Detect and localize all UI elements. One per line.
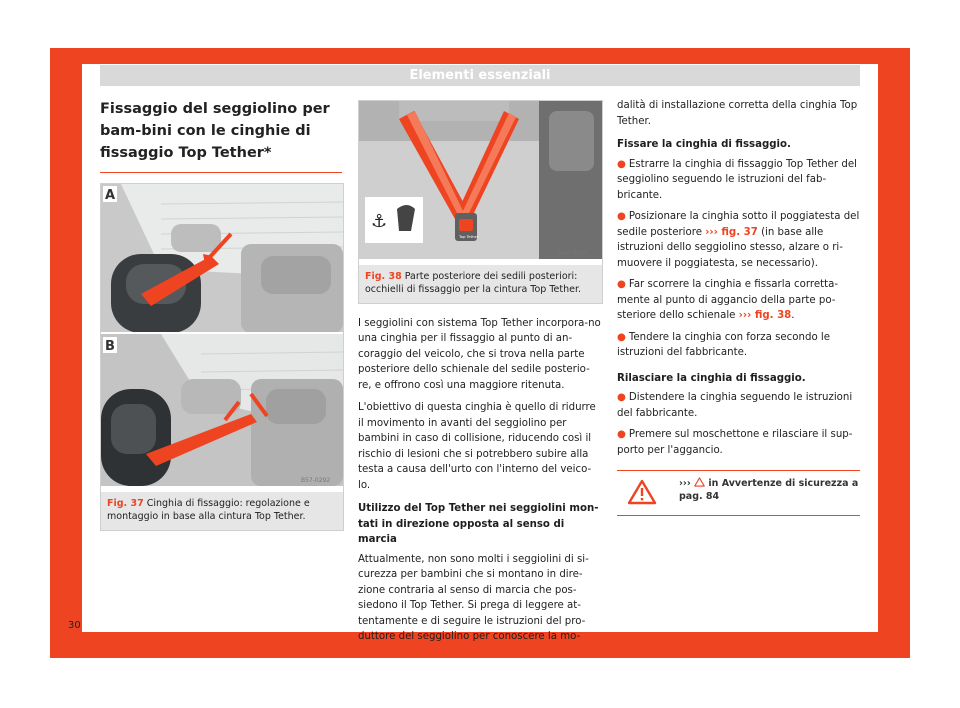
paragraph: I seggiolini con sistema Top Tether incorpora-no una cinghia per il fissaggio al punto di an-coraggio del veicolo, che si trova nella parte posteriore dello schienale del sedile posterio-re, e offrono così una maggiore ritenuta.	[358, 317, 601, 391]
column-left	[100, 98, 342, 531]
fig-38-link[interactable]: ››› fig. 38	[738, 310, 792, 321]
warning-icon	[627, 479, 657, 505]
bullet-icon: ●	[617, 331, 626, 343]
bullet-icon: ●	[617, 211, 626, 222]
list-item: ● Estrarre la cinghia di fissaggio Top Tether del seggiolino seguendo le istruzioni del fab-bricante.	[617, 158, 857, 201]
subheading: Utilizzo del Top Tether nei seggiolini mon-tati in direzione opposta al senso di marcia	[358, 503, 599, 545]
title-rule	[100, 172, 342, 173]
figure-code: B57-0292	[301, 477, 331, 484]
section-header: Elementi essenziali	[100, 65, 860, 86]
figure-38-caption	[359, 265, 602, 303]
list-item: ● Tendere la cinghia con forza secondo le istruzioni del fabbricante.	[617, 331, 831, 358]
bullet-icon: ●	[617, 429, 626, 440]
caption-ref: Fig. 37	[107, 497, 144, 509]
figure-code: B6F-0095	[559, 250, 588, 257]
list-item: ● Distendere la cinghia seguendo le istruzioni del fabbricante.	[617, 392, 853, 419]
bullet-icon: ●	[617, 279, 626, 290]
column-right	[617, 98, 860, 516]
list-item: ● Premere sul moschettone e rilasciare il sup-porto per l'aggancio.	[617, 429, 853, 456]
caption-text: Cinghia di fissaggio: regolazione e montaggio in base alla cintura Top Tether.	[107, 497, 310, 522]
list-item: ● Posizionare la cinghia sotto il poggiatesta del sedile posteriore ››› fig. 37 (in base alle istruzioni dello seggiolino stesso, alzare o ri-muovere il poggiatesta, se necessario).	[617, 211, 860, 269]
figure-37	[100, 183, 344, 531]
caption-text: Parte posteriore dei sedili posteriori: occhielli di fissaggio per la cintura Top Tether.	[365, 270, 582, 295]
list-item: ● Far scorrere la cinghia e fissarla corretta-mente al punto di aggancio della parte po-steriore dello schienale ››› fig. 38.	[617, 279, 839, 321]
subheading: Rilasciare la cinghia di fissaggio.	[617, 372, 806, 384]
page-number: 30	[68, 620, 81, 631]
caption-ref: Fig. 38	[365, 270, 402, 282]
figure-37-illustration	[101, 184, 343, 486]
column-middle	[358, 100, 601, 652]
bullet-icon: ●	[617, 392, 626, 403]
bullet-icon: ●	[617, 158, 626, 170]
figure-37-caption	[101, 492, 343, 530]
fig-37-link[interactable]: ››› fig. 37	[705, 226, 758, 238]
top-tether-tag: Top Tether	[459, 234, 479, 239]
panel-label-b: B	[105, 339, 115, 354]
section-title: Fissaggio del seggiolino per bam-bini con le cinghie di fissaggio Top Tether*	[100, 101, 330, 161]
figure-38-illustration	[359, 101, 602, 259]
warning-small-icon	[694, 477, 705, 487]
panel-label-a: A	[105, 188, 116, 203]
anchor-icon: ⚓	[371, 211, 388, 232]
paragraph: dalità di installazione corretta della cinghia Top Tether.	[617, 100, 858, 127]
subheading: Fissare la cinghia di fissaggio.	[617, 139, 791, 150]
paragraph: L'obiettivo di questa cinghia è quello di ridurre il movimento in avanti del seggiolino per bambini in caso di collisione, riducendo così il rischio di lesioni che si potrebbero subire alla testa a causa dell'urto con l'interno del veico-lo.	[358, 402, 596, 491]
warning-reference[interactable]	[617, 470, 860, 516]
warning-text: ››› in Avvertenze di sicurezza a pag. 84	[679, 478, 859, 502]
figure-38	[358, 100, 603, 304]
paragraph: Attualmente, non sono molti i seggiolini di si-curezza per bambini che si montano in dire-zione contraria al senso di marcia che pos-siedono il Top Tether. Si prega di leggere at-tentamente e di seguire le istruzioni del pro-duttore del seggiolino per conoscere la mo-	[358, 553, 589, 642]
